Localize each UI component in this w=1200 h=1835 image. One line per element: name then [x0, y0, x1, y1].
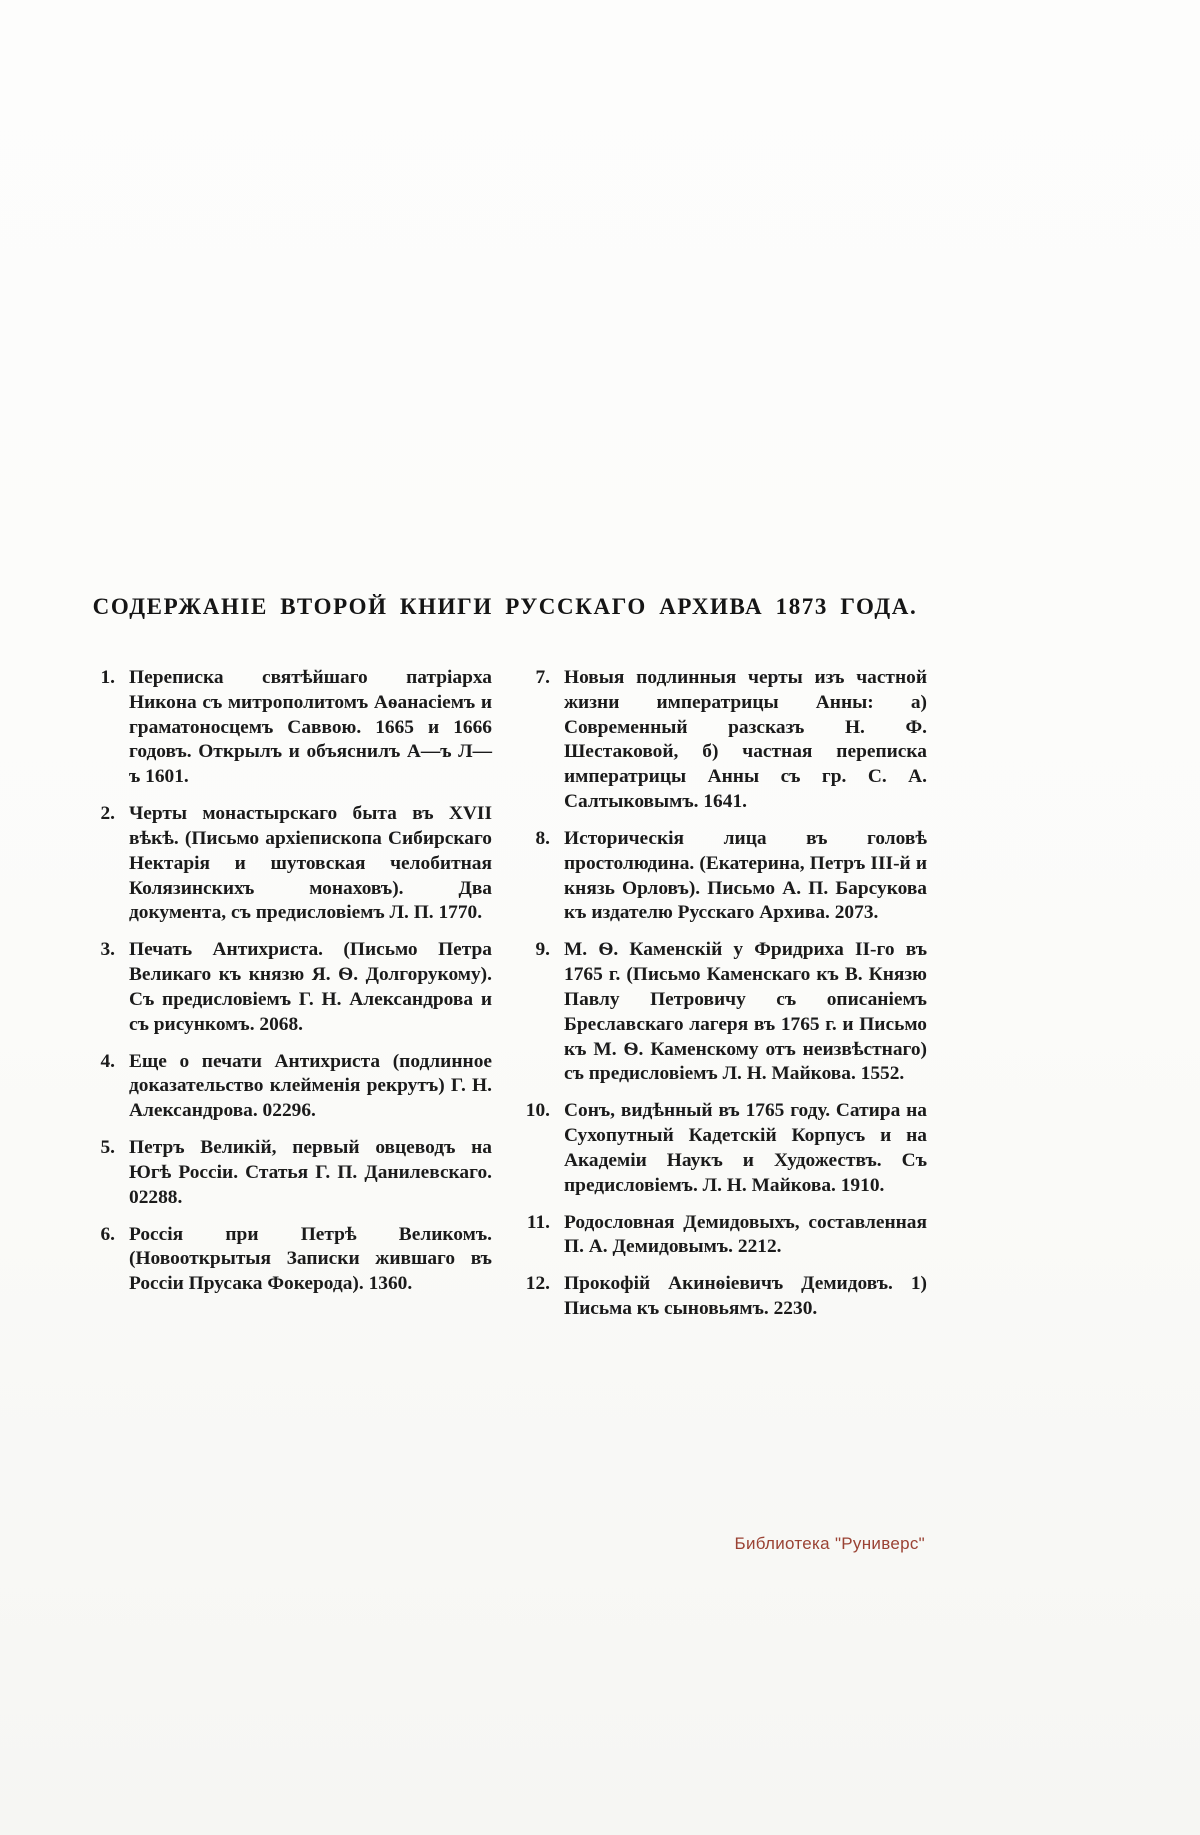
entry-number: 9.	[535, 939, 550, 961]
entry-text: Переписка святѣйшаго патріарха Никона съ митрополитомъ Аѳанасіемъ и граматоносцемъ Саввою. 1665 и 1666 годовъ. Открылъ и объяснилъ А—ъ Л—ъ 1601.	[129, 667, 492, 788]
entry-number: 1.	[100, 667, 115, 688]
toc-entry	[83, 938, 492, 1037]
entry-number: 4.	[100, 1050, 115, 1072]
entry-text: Печать Антихриста. (Письмо Петра Великаго къ князю Я. Ѳ. Долгорукому). Съ предисловіемъ Г. Н. Александрова и съ рисункомъ. 2068.	[129, 939, 492, 1035]
toc-columns	[83, 666, 927, 1334]
toc-entry	[518, 666, 927, 815]
entry-number: 2.	[100, 803, 115, 825]
toc-entry	[518, 1272, 927, 1322]
entry-number: 10.	[525, 1100, 550, 1122]
entry-number: 3.	[100, 939, 115, 961]
toc-entry	[518, 1211, 927, 1261]
toc-entry	[83, 1136, 492, 1210]
toc-entry	[83, 666, 492, 790]
entry-text: Сонъ, видѣнный въ 1765 году. Сатира на Сухопутный Кадетскій Корпусъ и на Академіи Наукъ и Художествъ. Съ предисловіемъ. Л. Н. Майкова. 1910.	[564, 1100, 927, 1196]
entry-text: Историческія лица въ головѣ простолюдина. (Екатерина, Петръ III-й и князь Орловъ). Письмо А. П. Барсукова къ издателю Русскаго Архива. 2073.	[564, 827, 927, 924]
entry-text: Россія при Петрѣ Великомъ. (Новооткрытыя Записки жившаго въ Россіи Прусака Фокерода). 1360.	[129, 1223, 492, 1295]
entry-number: 7.	[535, 667, 550, 688]
entry-text: Прокофій Акинѳіевичъ Демидовъ. 1) Письма къ сыновьямъ. 2230.	[564, 1273, 927, 1320]
library-watermark: Библиотека "Руниверс"	[734, 1534, 925, 1553]
entry-text: Новыя подлинныя черты изъ частной жизни императрицы Анны: а) Современный разсказъ Н. Ф. Шестаковой, б) частная переписка императрицы Анны съ гр. С. А. Салтыковымъ. 1641.	[564, 667, 927, 813]
entry-number: 8.	[535, 827, 550, 849]
toc-entry	[518, 938, 927, 1087]
entry-text: Петръ Великій, первый овцеводъ на Югѣ Россіи. Статья Г. П. Данилевскаго. 02288.	[129, 1137, 492, 1208]
toc-entry	[518, 827, 927, 926]
toc-entry	[83, 1223, 492, 1297]
toc-entry	[518, 1099, 927, 1198]
toc-entry	[83, 802, 492, 926]
entry-text: Черты монастырскаго быта въ XVII вѣкѣ. (Письмо архіепископа Сибирскаго Нектарія и шутовская челобитная Колязинскихъ монаховъ). Два документа, съ предисловіемъ Л. П. 1770.	[129, 803, 492, 924]
entry-number: 11.	[526, 1211, 550, 1233]
toc-content	[83, 594, 927, 1334]
entry-text: Еще о печати Антихриста (подлинное доказательство клейменія рекрутъ) Г. Н. Александрова. 02296.	[129, 1050, 492, 1122]
entry-text: Родословная Демидовыхъ, составленная П. А. Демидовымъ. 2212.	[564, 1211, 927, 1258]
page-title: СОДЕРЖАНІЕ ВТОРОЙ КНИГИ РУССКАГО АРХИВА 1873 ГОДА.	[92, 594, 918, 619]
toc-column-left	[83, 666, 492, 1334]
toc-entry	[83, 1050, 492, 1124]
toc-column-right	[518, 666, 927, 1334]
entry-number: 5.	[100, 1137, 115, 1159]
entry-number: 12.	[525, 1273, 550, 1295]
entry-number: 6.	[100, 1223, 115, 1245]
entry-text: М. Ѳ. Каменскій у Фридриха II-го въ 1765 г. (Письмо Каменскаго къ В. Князю Павлу Петровичу съ описаніемъ Бреславскаго лагеря въ 1765 г. и Письмо къ М. Ѳ. Каменскому отъ неизвѣстнаго) съ предисловіемъ Л. Н. Майкова. 1552.	[564, 939, 927, 1085]
